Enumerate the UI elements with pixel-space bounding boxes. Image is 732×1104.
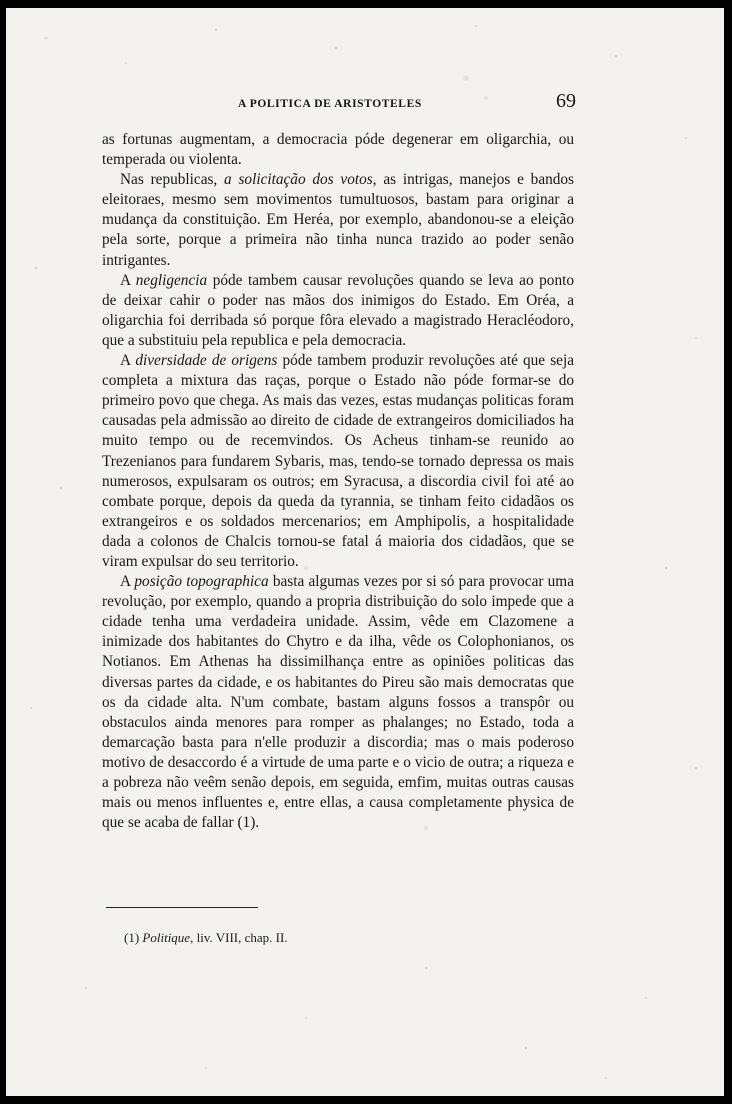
text-run: , as intrigas, manejos e bandos eleitoraes, mesmo sem movimentos tumultuosos, bastam para originar a mudança da constituição. Em Heréa, por exemplo, abandonou-se a eleição pela sorte, porque a primeira não tinha nunca trazido ao poder senão intrigantes. <box>102 171 575 269</box>
paragraph <box>102 271 574 351</box>
footnote-divider <box>106 907 258 908</box>
footnote-marker: (1) <box>124 930 140 945</box>
running-title: A POLITICA DE ARISTOTELES <box>238 98 422 110</box>
text-run: basta algumas vezes por si só para provocar uma revolução, por exemplo, quando a propria distribuição do solo impede que a cidade tenha uma verdadeira unidade. Assim, vêde em Clazomene a inimizade dos habitantes do Chytro e da ilha, vêde os Colophonianos, os Notianos. Em Athenas ha dissimilhança entre as opiniões politicas das diversas partes da cidade, e os habitantes do Pireu são mais democratas que os da cidade alta. N'um combate, bastam alguns fossos a transpôr ou obstaculos ainda menores para romper as phalanges; no Estado, toda a demarcação basta para n'elle produzir a discordia; mas o mais poderoso motivo de desaccordo é a virtude de uma parte e o vicio de outra; a riqueza e a pobreza não veêm senão depois, em seguida, emfim, muitas outras causas mais ou menos influentes e, entre ellas, a causa completamente physica de que se acaba de fallar (1). <box>102 573 574 832</box>
text-run: A <box>120 573 135 591</box>
paragraph <box>102 572 574 833</box>
text-run: póde tambem causar revoluções quando se leva ao ponto de deixar cahir o poder nas mãos dos inimigos do Estado. Em Oréa, a oligarchia foi derribada só porque fôra elevado a magistrado Heracléodoro, que a substituiu pela republica e pela democracia. <box>102 271 574 349</box>
footnote <box>124 930 288 946</box>
footnote-work-title: Politique <box>142 930 191 945</box>
italic-phrase: diversidade de origens <box>135 352 278 370</box>
book-page <box>6 8 724 1096</box>
text-run: Nas republicas, <box>120 171 225 189</box>
footnote-reference: , liv. VIII, chap. II. <box>190 930 288 945</box>
text-run: A <box>120 271 136 289</box>
body-text <box>102 130 574 833</box>
paragraph <box>102 351 574 572</box>
italic-phrase: posição topographica <box>134 573 269 591</box>
text-run: as fortunas augmentam, a democracia póde degenerar em oligarchia, ou temperada ou violenta. <box>102 131 574 169</box>
italic-phrase: negligencia <box>135 271 208 289</box>
page-number: 69 <box>556 90 576 112</box>
italic-phrase: a solicitação dos votos <box>224 171 373 189</box>
paragraph <box>102 130 574 170</box>
page-header <box>6 90 724 118</box>
text-run: póde tambem produzir revoluções até que seja completa a mixtura das raças, porque o Estado não póde formar-se do primeiro povo que chega. As mais das vezes, estas mudanças politicas foram causadas pela admissão ao direito de cidade de extrangeiros domiciliados ha muito tempo ou de recemvindos. Os Acheus tinham-se reunido ao Trezenianos para fundarem Sybaris, mas, tendo-se tornado depressa os mais numerosos, expulsaram os outros; em Syracusa, a discordia civil foi até ao combate porque, depois da queda da tyrannia, se tinham feito cidadãos os extrangeiros e os soldados mercenarios; em Amphipolis, a hospitalidade dada a colonos de Chalcis tornou-se fatal á maioria dos cidadãos, que se viram expulsar do seu territorio. <box>102 352 575 570</box>
text-run: A <box>120 352 136 370</box>
paragraph <box>102 170 574 270</box>
